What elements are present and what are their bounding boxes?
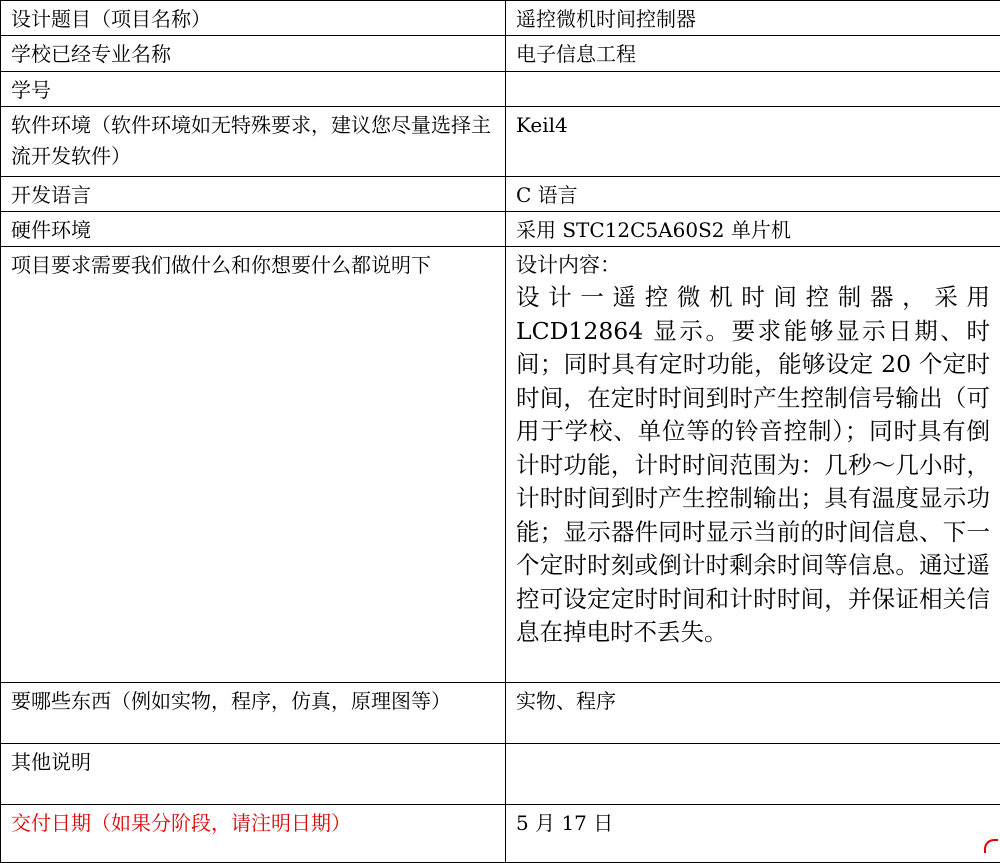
row-label-other-notes: 其他说明 [1, 744, 506, 805]
table-row [1, 683, 1000, 744]
row-value-deliverables: 实物、程序 [506, 683, 1000, 744]
row-value-requirements [506, 247, 1000, 683]
row-value-delivery-date: 5 月 17 日 [506, 805, 1000, 863]
row-value-title: 遥控微机时间控制器 [506, 1, 1000, 36]
row-label-software-env: 软件环境（软件环境如无特殊要求，建议您尽量选择主流开发软件） [1, 107, 506, 177]
corner-mark-icon [984, 839, 998, 853]
table-row [1, 744, 1000, 805]
table-row [1, 247, 1000, 683]
row-value-software-env: Keil4 [506, 107, 1000, 177]
row-label-hardware-env: 硬件环境 [1, 212, 506, 247]
row-value-language: C 语言 [506, 177, 1000, 212]
row-label-language: 开发语言 [1, 177, 506, 212]
row-label-student-id: 学号 [1, 72, 506, 107]
table-row [1, 107, 1000, 177]
row-label-delivery-date: 交付日期（如果分阶段，请注明日期） [1, 805, 506, 863]
table-row [1, 177, 1000, 212]
row-label-school-major: 学校已经专业名称 [1, 36, 506, 72]
row-value-other-notes [506, 744, 1000, 805]
table-row [1, 36, 1000, 72]
table-row [1, 1, 1000, 36]
row-label-deliverables: 要哪些东西（例如实物，程序，仿真，原理图等） [1, 683, 506, 744]
row-value-student-id [506, 72, 1000, 107]
row-value-school-major: 电子信息工程 [506, 36, 1000, 72]
design-content-body: 设计一遥控微机时间控制器，采用LCD12864 显示。要求能够显示日期、时间；同时具有定时功能，能够设定 20 个定时时间，在定时时间到时产生控制信号输出（可用于学校、单位等的铃音控制）；同时具有倒计时功能，计时时间范围为：几秒～几小时，计时时间到时产生控制输出；具有温度显示功能；显示器件同时显示当前的时间信息、下一个定时时刻或倒计时剩余时间等信息。通过遥控可设定定时时间和计时时间，并保证相关信息在掉电时不丢失。 [516, 281, 990, 650]
table-row [1, 805, 1000, 863]
table-row [1, 72, 1000, 107]
row-label-title: 设计题目（项目名称） [1, 1, 506, 36]
design-content-title: 设计内容： [516, 250, 990, 281]
row-value-hardware-env: 采用 STC12C5A60S2 单片机 [506, 212, 1000, 247]
table-row [1, 212, 1000, 247]
row-label-requirements: 项目要求需要我们做什么和你想要什么都说明下 [1, 247, 506, 683]
